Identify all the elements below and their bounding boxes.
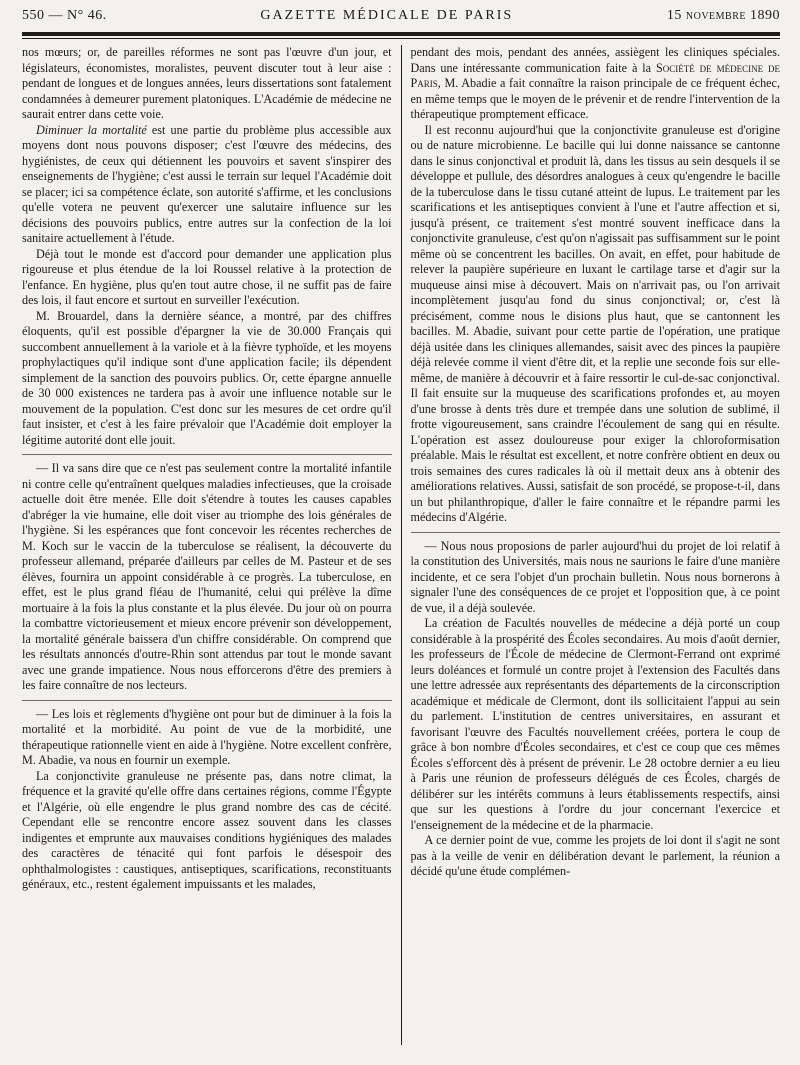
page-header: [22, 8, 780, 30]
paragraph: A ce dernier point de vue, comme les projets de loi dont il s'agit ne sont pas à la veille de venir en délibération devant le parlement, la réunion a décidé qu'une étude complémen-: [410, 833, 780, 878]
journal-title: GAZETTE MÉDICALE DE PARIS: [260, 8, 514, 23]
paragraph: La conjonctivite granuleuse ne présente pas, dans notre climat, la fréquence et la gravité qu'elle offre dans certaines régions, comme l'Égypte et l'Algérie, où elle engendre le plus grand nombre des cas de cécité. Cependant elle se rencontre encore assez souvent dans les classes indigentes et emprunte aux mauvaises conditions hygiéniques des malades des caractères de ténacité qui font parfois le désespoir des ophthalmologistes : caustiques, antiseptiques, scarifications, reconstituants généraux, etc., restent également impuissants et les malades,: [22, 768, 392, 891]
page-number-issue: 550 — N° 46.: [22, 8, 107, 23]
article-columns: [22, 45, 780, 1045]
left-column: [22, 45, 401, 1045]
paragraph: — Nous nous proposions de parler aujourd'hui du projet de loi relatif à la constitution des Universités, mais nous ne saurions le faire d'une manière incidente, et ce sera l'objet d'un prochain bulletin. Nous nous bornerons à signaler l'une des conséquences de ce projet et l'opposition que, à ce point de vue, il a déjà soulevée.: [410, 538, 780, 615]
paragraph: Diminuer la mortalité est une partie du problème plus accessible aux moyens dont nous pouvons disposer; c'est l'œuvre des médecins, des hygiénistes, de ceux qui détiennent les pouvoirs et savent s'inspirer des enseignements de l'hygiène; c'est aussi le terrain sur lequel l'Académie doit se placer; ici sa compétence éclate, son autorité s'affirme, et les conclusions qu'elle votera ne peuvent qu'exercer une salutaire influence sur les décisions des pouvoirs publics, entre autres sur la confection de la loi sanitaire actuellement à l'étude.: [22, 122, 392, 245]
paragraph: — Les lois et règlements d'hygiène ont pour but de diminuer à la fois la mortalité et la morbidité. Au point de vue de la morbidité, une thérapeutique rationnelle vient en aide à l'hygiène. Notre excellent confrère, M. Abadie, va nous en fournir un exemple.: [22, 706, 392, 767]
paragraph: M. Brouardel, dans la dernière séance, a montré, par des chiffres éloquents, qu'il est possible d'épargner la vie de 30.000 Français qui succombent annuellement à la variole et à la fièvre typhoïde, et les moyens prophylactiques qu'il indique sont d'une application facile; ils dépendent simplement de la sanction des pouvoirs publics. Or, cette épargne annuelle de 30 000 existences ne tardera pas à avoir une influence notable sur le mouvement de la population. C'est donc sur les mesures de cet ordre qu'il faut insister, et c'est à les faire prévaloir que l'Académie doit employer la légitime autorité dont elle jouit.: [22, 309, 392, 456]
header-rule-thick: [22, 32, 780, 36]
emphasis-lead: Diminuer la mortalité: [36, 122, 147, 137]
issue-date: 15 novembre 1890: [666, 8, 780, 23]
issue-number: N° 46.: [67, 8, 107, 23]
header-rule-thin: [22, 38, 780, 39]
page-number: 550: [22, 8, 45, 23]
paragraph: pendant des mois, pendant des années, assiègent les cliniques spéciales. Dans une intéressante communication faite à la Société de médecine de Paris, M. Abadie a fait connaître la raison principale de ce fréquent échec, en même temps que le moyen de le prévenir et de rendre l'intervention de la thérapeutique promptement efficace.: [410, 45, 780, 121]
paragraph: Déjà tout le monde est d'accord pour demander une application plus rigoureuse et plus étendue de la loi Roussel relative à la protection de l'enfance. En hygiène, plus qu'en tout autre chose, il ne suffit pas de faire des lois, il faut encore et surtout en surveiller l'exécution.: [22, 246, 392, 307]
paragraph: Il est reconnu aujourd'hui que la conjonctivite granuleuse est d'origine ou de nature microbienne. Le bacille qui lui donne naissance se cantonne dans le sinus conjonctival et produit là, dans les tissus au sein desquels il se développe et pullule, des désordres analogues à ceux qu'engendre le bacille de la tuberculose dans le tissu cutané atteint de lupus. Le traitement par les scarifications et les antiseptiques convient à l'une et l'autre affection et si, jusqu'à présent, ce traitement s'est montré souvent inefficace dans la conjonctivite granuleuse, c'est qu'on n'agissait pas suffisamment sur le point même où se concentrent les bacilles. On avait, en effet, pour habitude de relever la paupière supérieure en luxant le cartilage tarse et d'agir sur la muqueuse ainsi mise à découvert. Mais on n'arrivait pas, ou l'on arrivait incomplètement jusqu'au fond du sinus conjonctival; or, c'est là précisément, comme nous le disions plus haut, que se cantonnent les bacilles. M. Abadie, suivant pour cette partie de l'opération, une pratique déjà usitée dans les cliniques allemandes, saisit avec des pinces la paupière déjà relevée comme il vient d'être dit, et la replie une seconde fois sur elle-même, de manière à découvrir et à faire ressortir le cul-de-sac conjonctival. Il fait ensuite sur la muqueuse des scarifications profondes et, au moyen d'une brosse à dents très dure et trempée dans une solution de sublimé, il frotte vigoureusement, sans craindre l'écoulement de sang qui en résulte. L'opération est assez douloureuse pour exiger la chloroformisation préalable. Mais le résultat est excellent, et notre confrère obtient en deux ou trois semaines des cures radicales là où il mettait deux ans à obtenir des améliorations relatives. Aussi, satisfait de son procédé, se propose-t-il, dans un but philanthropique, d'aller le faire connaître et le répandre parmi les médecins d'Algérie.: [411, 123, 781, 533]
paragraph: La création de Facultés nouvelles de médecine a déjà porté un coup considérable à la prospérité des Écoles secondaires. Au mois d'août dernier, les professeurs de l'École de médecine de Clermont-Ferrand ont exprimé leurs doléances et formulé un contre projet à l'extension des Facultés dans une lettre adressée aux représentants des départements de la circonscription académique et médicale de Clermont, dont ils sollicitaient l'appui au sein du parlement. L'institution de centres universitaires, en assurant et favorisant l'œuvre des Facultés nouvellement créées, portera le coup de grâce à bon nombre d'Écoles secondaires, et c'est ce coup que ces mêmes Écoles s'efforcent dès à présent de prévenir. Le 28 octobre dernier a eu lieu à Paris une réunion de professeurs délégués de ces Écoles, chargés de délibérer sur les intérêts communs à leurs établissements respectifs, ainsi que sur les questions à l'ordre du jour concernant l'exercice et l'enseignement de la médecine et de la pharmacie.: [410, 616, 780, 832]
society-name: Société de médecine de Paris: [410, 60, 780, 90]
paragraph: — Il va sans dire que ce n'est pas seulement contre la mortalité infantile ni contre celle qu'entraînent quelques maladies infectieuses, que la croisade actuelle doit être menée. Elle doit s'étendre à toutes les causes capables d'abréger la vie humaine, elle doit viser au triomphe des lois générales de l'hygiène. Si les espérances que font concevoir les récentes recherches de M. Koch sur le vaccin de la tuberculose se réalisent, la découverte du professeur allemand, préparée d'ailleurs par celles de M. Pasteur et de ses élèves, fournira un appoint considérable à ce progrès. La tuberculose, en effet, est le plus grand fléau de l'humanité, celui qui prélève la dîme mortuaire à la fois la plus constante et la plus élevée. Du jour où on pourra la combattre victorieusement et mieux encore prévenir son développement, la mortalité générale baissera d'un chiffre considérable. On comprend que les résultats annoncés d'outre-Rhin sont attendus par tout le monde savant avec une grande impatience. Nous nous efforcerons d'être des premiers à les faire connaître de nos lecteurs.: [22, 461, 392, 701]
paragraph: nos mœurs; or, de pareilles réformes ne sont pas l'œuvre d'un jour, et législateurs, économistes, moralistes, peuvent discuter tout à leur aise : pendant de longues et de longues années, leurs dissertations sont fatalement condamnées à demeurer purement platoniques. L'Académie de médecine ne saurait entrer dans cette voie.: [22, 45, 392, 121]
right-column: [402, 45, 781, 1045]
